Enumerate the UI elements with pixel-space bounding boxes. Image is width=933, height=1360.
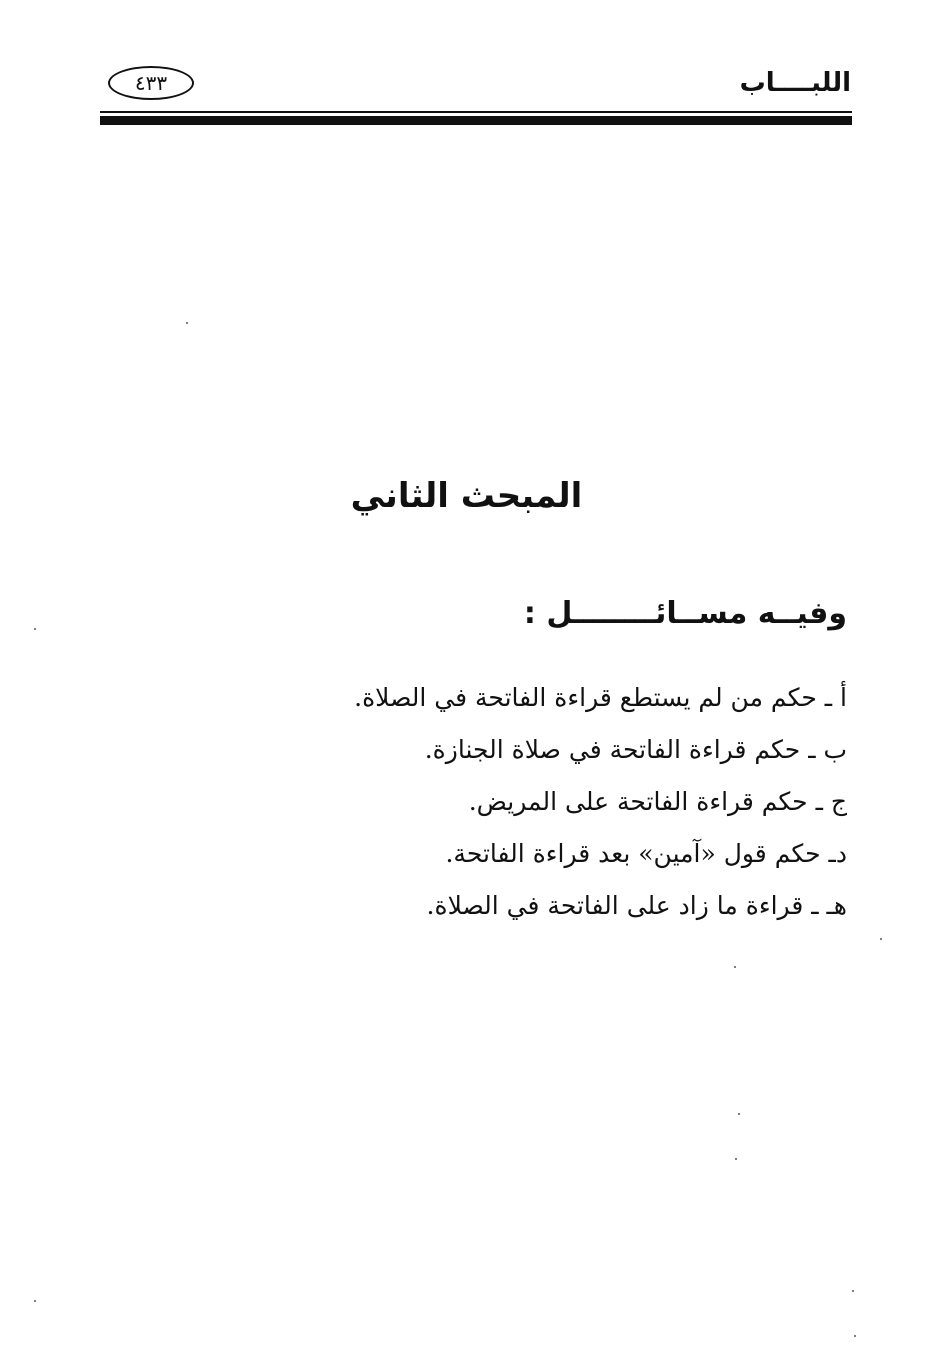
issue-item-a: أ ـ حكم من لم يستطع قراءة الفاتحة في الصلاة.: [354, 683, 847, 712]
issue-item-c: ج ـ حكم قراءة الفاتحة على المريض.: [468, 787, 847, 816]
running-header-title: اللبــــاب: [739, 68, 851, 98]
issue-item-d: دـ حكم قول «آمين» بعد قراءة الفاتحة.: [445, 839, 847, 868]
scan-speck: [854, 1335, 856, 1337]
scan-speck: [186, 322, 188, 324]
issue-item-e: هـ ـ قراءة ما زاد على الفاتحة في الصلاة.: [426, 891, 847, 920]
section-heading: المبحث الثاني: [350, 476, 583, 516]
scan-speck: [734, 966, 736, 968]
scan-speck: [34, 1300, 36, 1302]
header-rule-thick: [100, 116, 852, 125]
scan-speck: [880, 938, 882, 940]
scan-speck: [852, 1290, 854, 1292]
issues-intro: وفيــه مســائــــــــل :: [523, 596, 847, 631]
header-rule-thin: [100, 111, 852, 113]
page-number-badge: ٤٣٣: [108, 66, 194, 100]
scan-speck: [735, 1158, 737, 1160]
scan-speck: [738, 1113, 740, 1115]
issues-list: [247, 672, 847, 932]
issue-item-b: ب ـ حكم قراءة الفاتحة في صلاة الجنازة.: [424, 735, 847, 764]
scan-speck: [34, 628, 36, 630]
